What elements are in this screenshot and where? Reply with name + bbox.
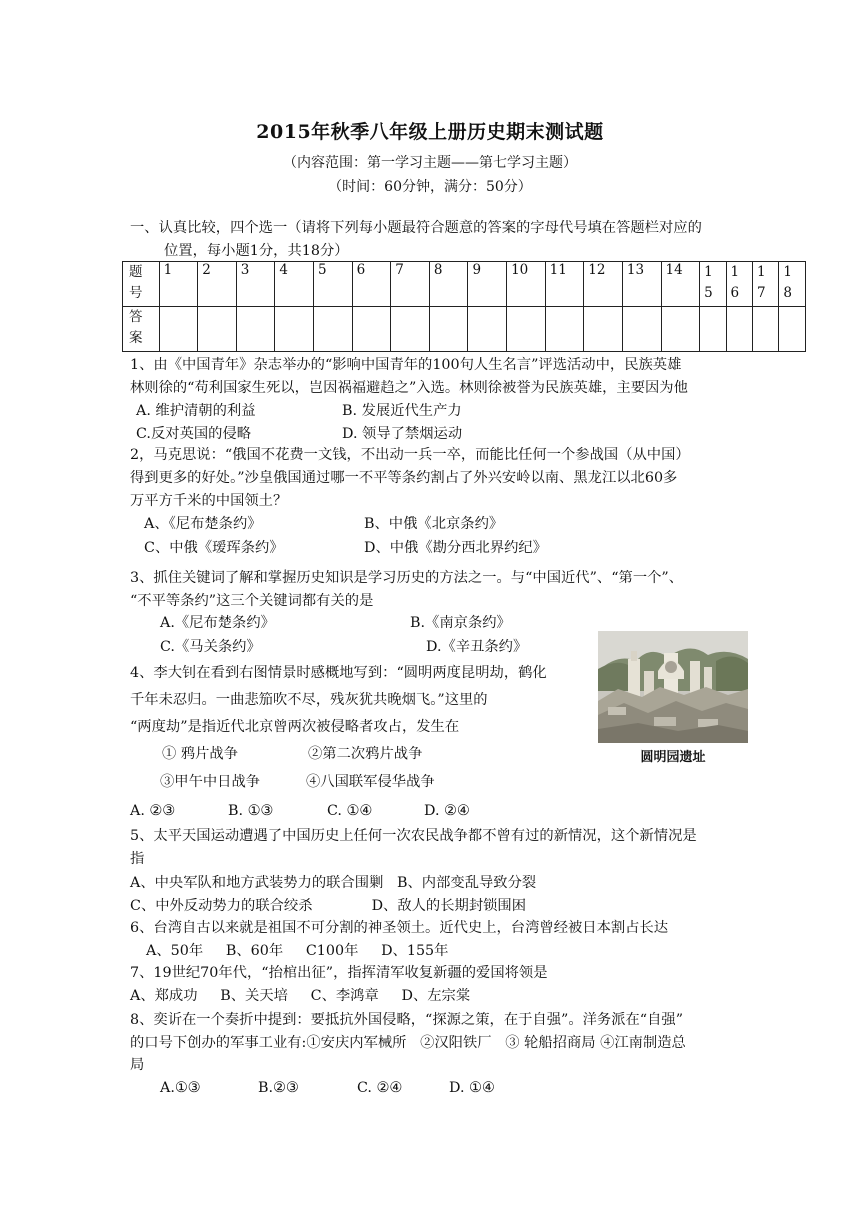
table-cell	[752, 262, 778, 307]
time-and-score: （时间：60分钟，满分：50分）	[328, 179, 532, 195]
table-cell: 3	[236, 262, 275, 307]
question-2-text-cont: 得到更多的好处。”沙皇俄国通过哪一不平等条约割占了外兴安岭以南、黑龙江以北60多	[130, 470, 678, 486]
digit: 1	[756, 264, 766, 280]
question-6-text: 6、台湾自古以来就是祖国不可分割的神圣领土。近代史上，台湾曾经被日本割占长达	[130, 920, 669, 936]
answer-cell[interactable]	[468, 307, 507, 352]
table-cell: 7	[391, 262, 430, 307]
question-5-options-cd: C、中外反动势力的联合绞杀 D、敌人的长期封锁围困	[130, 898, 527, 914]
digit: 6	[730, 285, 740, 301]
question-4-item-3: ③甲午中日战争	[160, 774, 261, 790]
question-5-text: 5、太平天国运动遭遇了中国历史上任何一次农民战争都不曾有过的新情况，这个新情况是	[130, 828, 697, 844]
table-cell: 1	[159, 262, 198, 307]
content-scope: （内容范围：第一学习主题——第七学习主题）	[283, 155, 577, 171]
answer-cell[interactable]	[391, 307, 430, 352]
question-1-text: 1、由《中国青年》杂志举办的“影响中国青年的100句人生名言”评选活动中，民族英雄	[130, 357, 682, 373]
photo-caption: 圆明园遗址	[640, 750, 706, 765]
exam-title: 2015年秋季八年级上册历史期末测试题	[256, 121, 604, 143]
question-3-text: 3、抓住关键词了解和掌握历史知识是学习历史的方法之一。与“中国近代”、“第一个”、	[130, 570, 684, 586]
table-cell: 8	[429, 262, 468, 307]
row-label-char: 号	[129, 285, 143, 301]
table-cell	[779, 262, 806, 307]
table-cell: 9	[468, 262, 507, 307]
table-cell: 5	[314, 262, 353, 307]
answer-cell[interactable]	[352, 307, 391, 352]
row-label-char: 题	[129, 264, 143, 280]
answer-cell[interactable]	[429, 307, 468, 352]
table-cell	[726, 262, 752, 307]
answer-row	[123, 307, 806, 352]
answer-cell[interactable]	[159, 307, 198, 352]
question-7-text: 7、19世纪70年代，“抬棺出征”，指挥清军收复新疆的爱国将领是	[130, 965, 548, 981]
digit: 1	[730, 264, 740, 280]
answer-cell[interactable]	[726, 307, 752, 352]
answer-cell[interactable]	[700, 307, 726, 352]
row-label-answer	[123, 307, 160, 352]
question-number-row	[123, 262, 806, 307]
question-2-option-c: C、中俄《瑷珲条约》	[144, 540, 284, 556]
question-8-option-b: B.②③	[258, 1080, 299, 1096]
yuanmingyuan-ruins-photo	[598, 631, 748, 743]
answer-cell[interactable]	[752, 307, 778, 352]
digit: 5	[704, 285, 713, 301]
question-1-option-d: D. 领导了禁烟运动	[342, 426, 463, 442]
question-3-option-c: C.《马关条约》	[160, 639, 261, 655]
table-cell: 10	[507, 262, 546, 307]
row-label-char: 答	[129, 309, 143, 325]
question-4-item-4: ④八国联军侵华战争	[306, 774, 435, 790]
question-2-option-a: A、《尼布楚条约》	[144, 516, 262, 532]
question-7-options: A、郑成功 B、关天培 C、李鸿章 D、左宗棠	[130, 988, 471, 1004]
question-5-options-ab: A、中央军队和地方武装势力的联合围剿 B、内部变乱导致分裂	[130, 875, 537, 891]
question-4-option-a: A. ②③	[130, 803, 176, 819]
digit: 1	[704, 264, 713, 280]
table-cell: 4	[275, 262, 314, 307]
question-4-option-c: C. ①④	[327, 803, 373, 819]
answer-cell[interactable]	[236, 307, 275, 352]
question-4-option-d: D. ②④	[424, 803, 470, 819]
answer-cell[interactable]	[622, 307, 661, 352]
answer-cell[interactable]	[545, 307, 584, 352]
question-2-text-cont2: 万平方千米的中国领土？	[130, 493, 288, 509]
question-1-option-b: B. 发展近代生产力	[342, 403, 462, 419]
question-1-option-a: A. 维护清朝的利益	[136, 403, 256, 419]
row-label-number	[123, 262, 160, 307]
answer-cell[interactable]	[661, 307, 700, 352]
table-cell: 12	[584, 262, 623, 307]
table-cell: 13	[622, 262, 661, 307]
answer-cell[interactable]	[314, 307, 353, 352]
table-cell	[700, 262, 726, 307]
question-3-option-a: A.《尼布楚条约》	[160, 615, 275, 631]
row-label-char: 案	[129, 330, 143, 346]
answer-cell[interactable]	[584, 307, 623, 352]
question-2-text: 2，马克思说：“俄国不花费一文钱，不出动一兵一卒，而能比任何一个参战国（从中国）	[130, 447, 690, 463]
question-8-option-a: A.①③	[160, 1080, 201, 1096]
digit: 7	[756, 285, 766, 301]
question-6-options: A、50年 B、60年 C100年 D、155年	[146, 943, 449, 959]
table-cell: 11	[545, 262, 584, 307]
table-cell: 2	[198, 262, 237, 307]
table-cell: 6	[352, 262, 391, 307]
question-4-text: 4、李大钊在看到右图情景时感概地写到：“圆明两度昆明劫，鹤化	[130, 665, 547, 681]
question-4-item-2: ②第二次鸦片战争	[308, 746, 423, 762]
question-4-text-cont2: “两度劫”是指近代北京曾两次被侵略者攻占，发生在	[130, 719, 460, 735]
answer-cell[interactable]	[779, 307, 806, 352]
table-cell: 14	[661, 262, 700, 307]
section-instruction-cont: 位置，每小题1分，共18分）	[164, 243, 349, 259]
question-1-option-c: C.反对英国的侵略	[136, 426, 252, 442]
question-8-text-cont2: 局	[130, 1057, 145, 1073]
digit: 1	[783, 264, 792, 280]
question-5-text-cont: 指	[130, 851, 145, 867]
question-2-option-b: B、中俄《北京条约》	[364, 516, 504, 532]
question-8-option-c: C. ②④	[357, 1080, 403, 1096]
question-8-option-d: D. ①④	[449, 1080, 495, 1096]
question-3-option-b: B.《南京条约》	[410, 615, 511, 631]
question-3-option-d: D.《辛丑条约》	[426, 639, 528, 655]
question-3-text-cont: “不平等条约”这三个关键词都有关的是	[130, 593, 374, 609]
section-instruction: 一、认真比较，四个选一（请将下列每小题最符合题意的答案的字母代号填在答题栏对应的	[130, 220, 702, 236]
answer-cell[interactable]	[198, 307, 237, 352]
question-2-option-d: D、中俄《勘分西北界约纪》	[364, 540, 548, 556]
answer-table	[122, 261, 806, 352]
answer-cell[interactable]	[507, 307, 546, 352]
question-4-text-cont: 千年未忍归。一曲悲笳吹不尽，残灰犹共晚烟飞。”这里的	[130, 692, 488, 708]
digit: 8	[783, 285, 792, 301]
question-8-text: 8、奕䜣在一个奏折中提到：要抵抗外国侵略，“探源之策，在于自强”。洋务派在“自强”	[130, 1012, 684, 1028]
question-8-text-cont: 的口号下创办的军事工业有:①安庆内军械所 ②汉阳铁厂 ③ 轮船招商局 ④江南制造总	[130, 1035, 686, 1051]
question-4-option-b: B. ①③	[228, 803, 274, 819]
ruins-illustration	[598, 631, 748, 743]
question-1-text-cont: 林则徐的“苟利国家生死以，岂因祸福避趋之”入选。林则徐被誉为民族英雄，主要因为他	[130, 380, 688, 396]
question-4-item-1: ① 鸦片战争	[162, 746, 239, 762]
answer-cell[interactable]	[275, 307, 314, 352]
